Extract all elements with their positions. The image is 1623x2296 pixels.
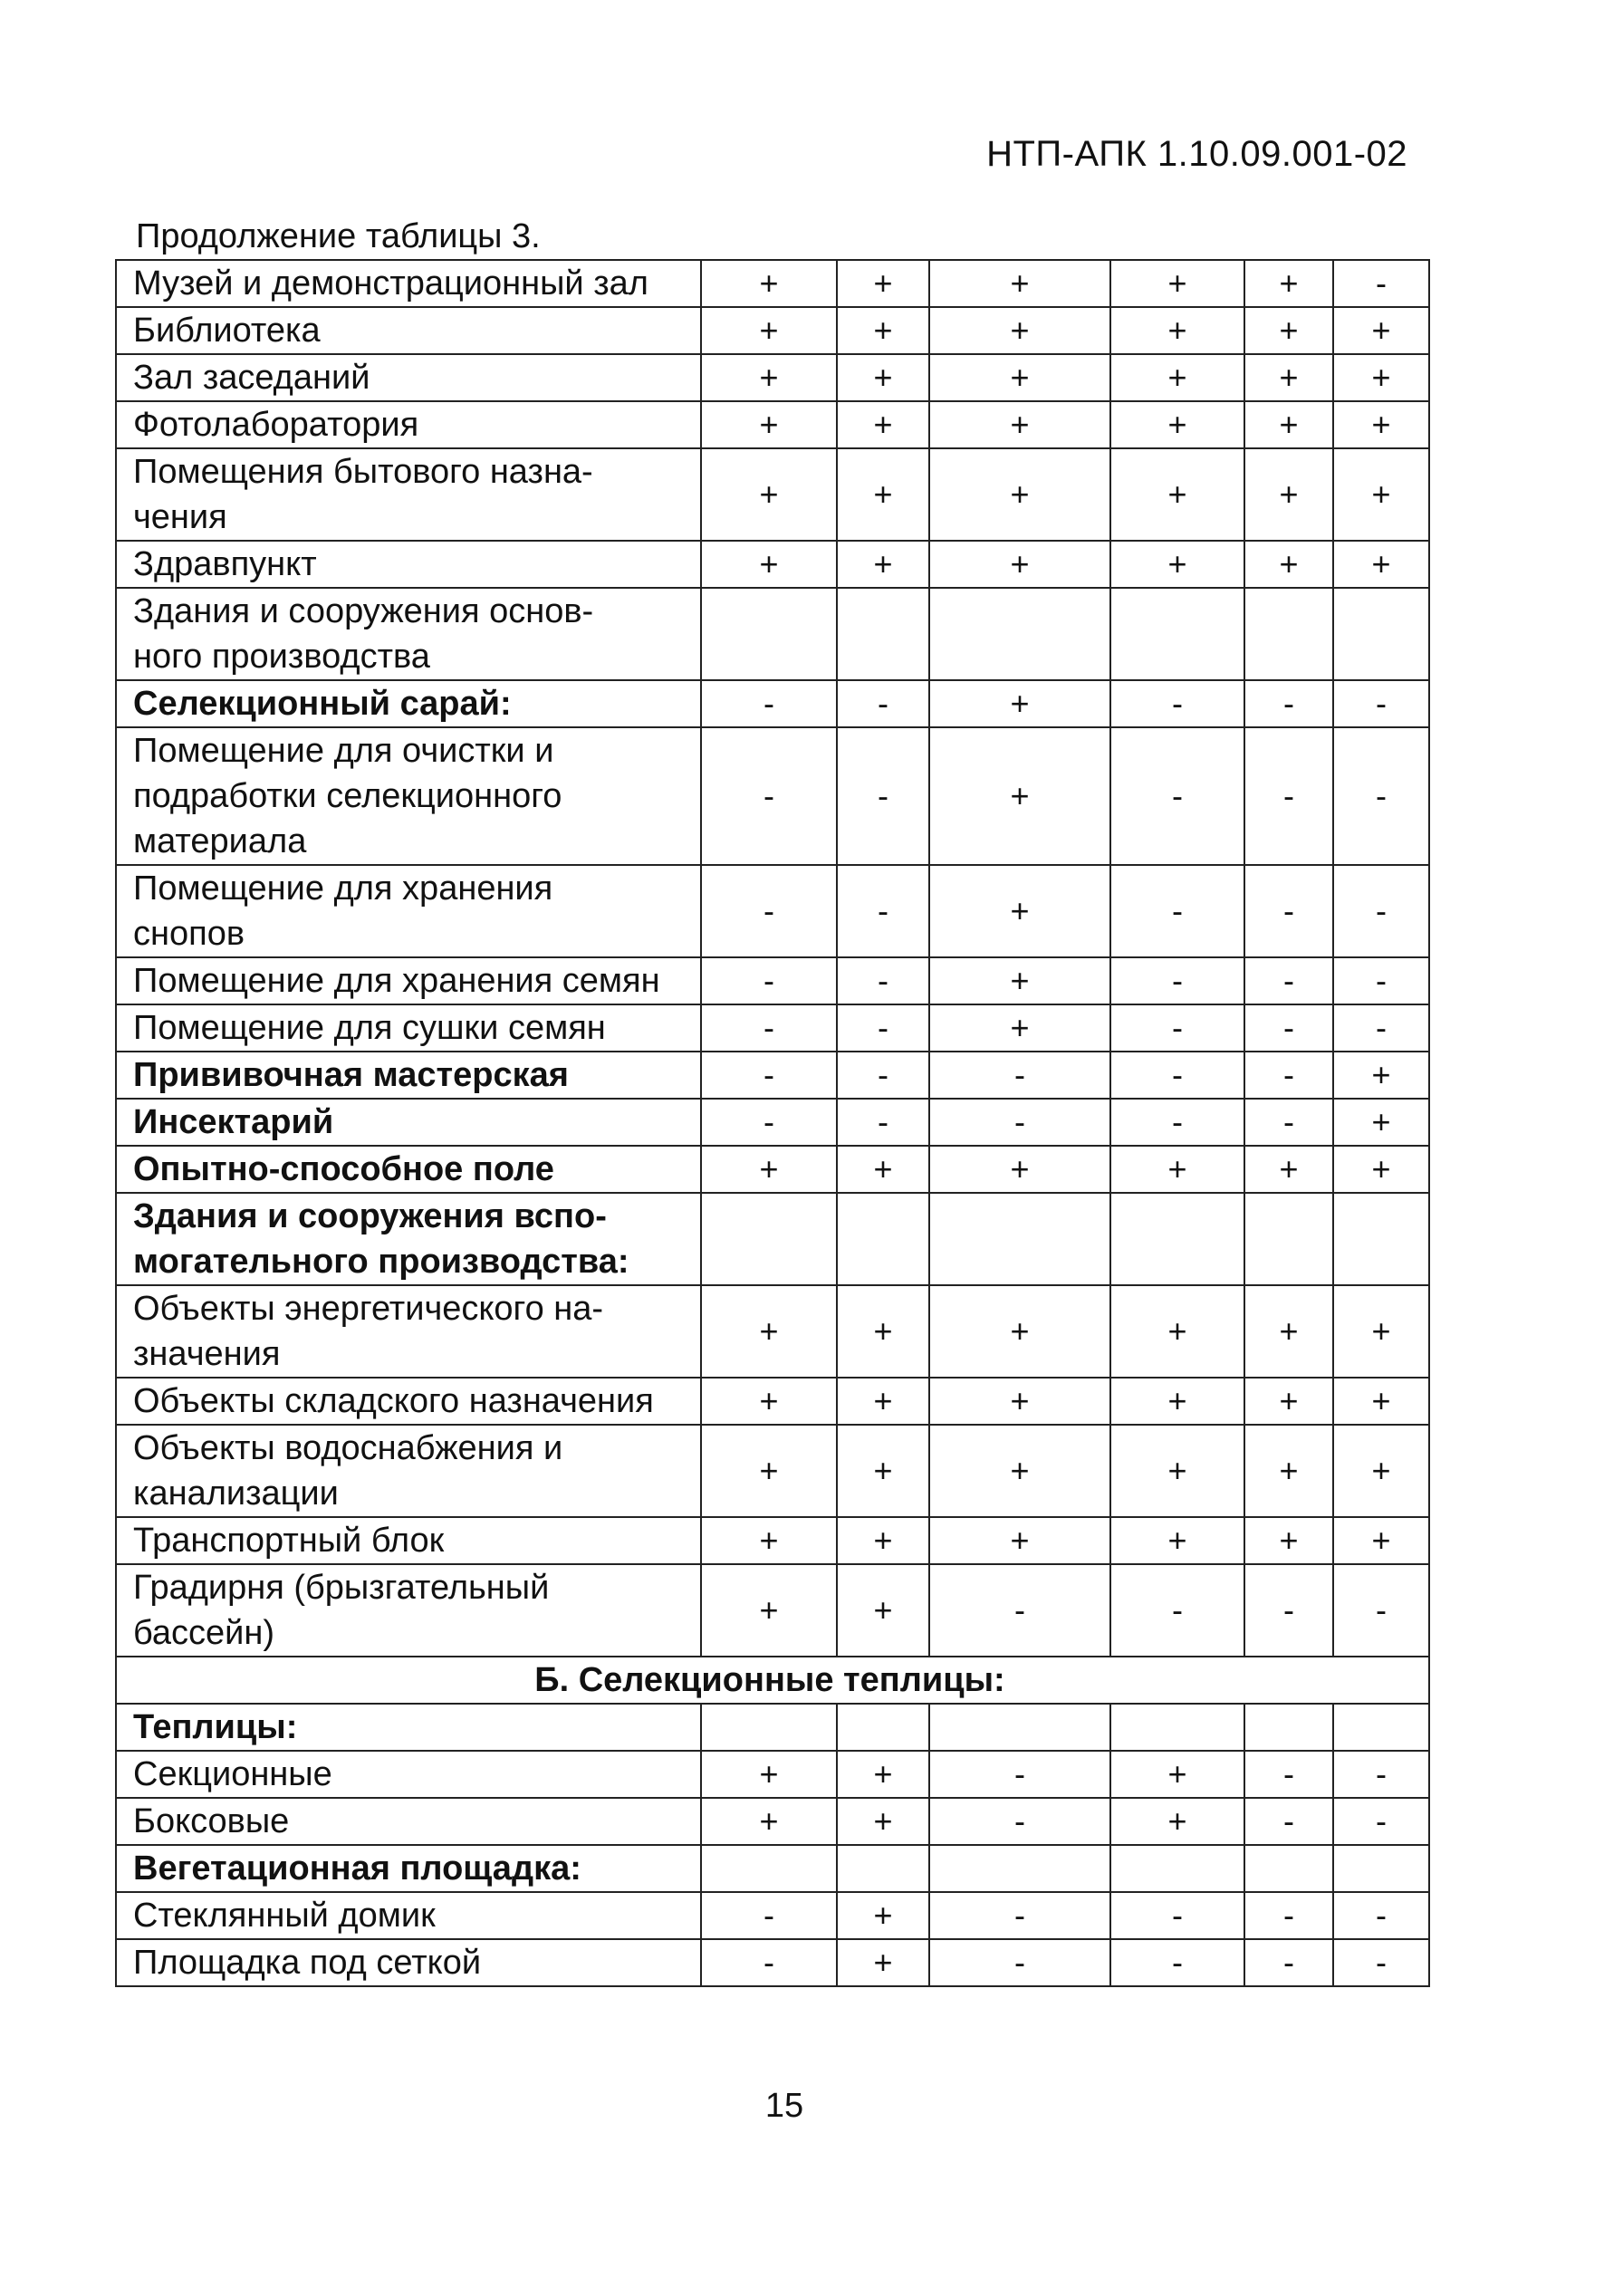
mark-cell: + — [701, 448, 837, 541]
table-row — [116, 1751, 1429, 1798]
mark-cell — [1333, 588, 1429, 680]
mark-cell — [701, 1193, 837, 1285]
row-label: Опытно-способное поле — [116, 1146, 701, 1193]
mark-cell: + — [1244, 1146, 1333, 1193]
row-label: Помещение для хранения снопов — [116, 865, 701, 957]
table-row — [116, 1099, 1429, 1146]
mark-cell: - — [1110, 727, 1244, 865]
row-label: Помещение для очистки и подработки селекционного материала — [116, 727, 701, 865]
mark-cell: - — [929, 1892, 1110, 1939]
mark-cell: + — [1333, 307, 1429, 354]
table-row — [116, 1564, 1429, 1657]
mark-cell: - — [1110, 957, 1244, 1004]
mark-cell: + — [1333, 541, 1429, 588]
row-label: Прививочная мастерская — [116, 1052, 701, 1099]
mark-cell: + — [929, 865, 1110, 957]
mark-cell: + — [1244, 448, 1333, 541]
mark-cell: - — [1244, 727, 1333, 865]
mark-cell: + — [1110, 1146, 1244, 1193]
mark-cell: + — [837, 260, 929, 307]
mark-cell: - — [929, 1939, 1110, 1986]
mark-cell: + — [837, 1285, 929, 1378]
mark-cell: + — [701, 1517, 837, 1564]
mark-cell: + — [837, 307, 929, 354]
mark-cell: - — [837, 865, 929, 957]
mark-cell: + — [837, 354, 929, 401]
mark-cell: - — [837, 727, 929, 865]
row-label: Боксовые — [116, 1798, 701, 1845]
row-label: Стеклянный домик — [116, 1892, 701, 1939]
mark-cell: - — [1244, 1892, 1333, 1939]
mark-cell: + — [1333, 1146, 1429, 1193]
mark-cell — [1244, 1193, 1333, 1285]
mark-cell: + — [929, 307, 1110, 354]
mark-cell: - — [1333, 1751, 1429, 1798]
mark-cell — [1333, 1704, 1429, 1751]
mark-cell: - — [929, 1564, 1110, 1657]
table-row — [116, 307, 1429, 354]
table-row — [116, 1004, 1429, 1052]
mark-cell: + — [929, 957, 1110, 1004]
mark-cell: - — [1333, 865, 1429, 957]
mark-cell: + — [1333, 1285, 1429, 1378]
mark-cell: + — [1110, 1285, 1244, 1378]
row-label: Здания и сооружения основ- ного производства — [116, 588, 701, 680]
mark-cell: + — [837, 1378, 929, 1425]
mark-cell: + — [929, 1378, 1110, 1425]
mark-cell: - — [837, 1052, 929, 1099]
mark-cell — [929, 588, 1110, 680]
mark-cell: - — [701, 1892, 837, 1939]
mark-cell: - — [701, 865, 837, 957]
mark-cell: - — [929, 1052, 1110, 1099]
table-row — [116, 1657, 1429, 1704]
row-label: Музей и демонстрационный зал — [116, 260, 701, 307]
table-row — [116, 354, 1429, 401]
row-label: Помещения бытового назна- чения — [116, 448, 701, 541]
mark-cell: - — [1244, 865, 1333, 957]
mark-cell: - — [701, 1004, 837, 1052]
mark-cell: - — [837, 957, 929, 1004]
mark-cell: - — [1110, 1564, 1244, 1657]
mark-cell — [701, 1845, 837, 1892]
mark-cell: - — [1244, 1751, 1333, 1798]
table-row — [116, 1425, 1429, 1517]
table-row — [116, 1845, 1429, 1892]
mark-cell: + — [1333, 1378, 1429, 1425]
mark-cell: + — [929, 1004, 1110, 1052]
row-label: Здравпункт — [116, 541, 701, 588]
mark-cell: + — [701, 354, 837, 401]
row-label: Секционные — [116, 1751, 701, 1798]
mark-cell: - — [701, 1099, 837, 1146]
mark-cell: + — [701, 401, 837, 448]
mark-cell: + — [1244, 354, 1333, 401]
mark-cell: + — [1110, 1751, 1244, 1798]
mark-cell: + — [837, 401, 929, 448]
row-label: Фотолаборатория — [116, 401, 701, 448]
mark-cell: - — [1244, 1939, 1333, 1986]
mark-cell: - — [837, 1004, 929, 1052]
mark-cell: - — [1333, 957, 1429, 1004]
mark-cell — [1244, 1704, 1333, 1751]
table-row — [116, 588, 1429, 680]
row-label: Градирня (брызгательный бассейн) — [116, 1564, 701, 1657]
mark-cell: - — [1244, 1004, 1333, 1052]
mark-cell: + — [1333, 1517, 1429, 1564]
mark-cell: + — [837, 1517, 929, 1564]
table-row — [116, 401, 1429, 448]
mark-cell: + — [1244, 260, 1333, 307]
mark-cell: - — [1244, 1052, 1333, 1099]
mark-cell — [929, 1193, 1110, 1285]
row-label: Транспортный блок — [116, 1517, 701, 1564]
row-label: Площадка под сеткой — [116, 1939, 701, 1986]
mark-cell: + — [929, 541, 1110, 588]
row-label: Помещение для хранения семян — [116, 957, 701, 1004]
mark-cell — [837, 588, 929, 680]
mark-cell: - — [929, 1099, 1110, 1146]
row-label: Зал заседаний — [116, 354, 701, 401]
table-row — [116, 1798, 1429, 1845]
mark-cell: - — [1244, 680, 1333, 727]
mark-cell: + — [1110, 354, 1244, 401]
mark-cell: - — [701, 727, 837, 865]
section-heading: Б. Селекционные теплицы: — [116, 1657, 1429, 1704]
mark-cell: - — [1333, 1939, 1429, 1986]
row-label: Теплицы: — [116, 1704, 701, 1751]
table-row — [116, 1939, 1429, 1986]
mark-cell — [1110, 1193, 1244, 1285]
mark-cell: + — [837, 1751, 929, 1798]
mark-cell: + — [1110, 1798, 1244, 1845]
mark-cell: + — [837, 1939, 929, 1986]
mark-cell: - — [1333, 1004, 1429, 1052]
mark-cell: - — [701, 1939, 837, 1986]
mark-cell — [701, 1704, 837, 1751]
mark-cell — [1110, 1845, 1244, 1892]
mark-cell: - — [1333, 1564, 1429, 1657]
row-label: Объекты энергетического на- значения — [116, 1285, 701, 1378]
table-row — [116, 260, 1429, 307]
mark-cell: + — [1333, 448, 1429, 541]
table-row — [116, 727, 1429, 865]
row-label: Здания и сооружения вспо- могательного производства: — [116, 1193, 701, 1285]
mark-cell: - — [1110, 680, 1244, 727]
mark-cell: - — [837, 680, 929, 727]
mark-cell — [1244, 1845, 1333, 1892]
mark-cell: - — [1110, 1052, 1244, 1099]
table-row — [116, 1704, 1429, 1751]
table-row — [116, 1517, 1429, 1564]
table-row — [116, 865, 1429, 957]
row-label: Помещение для сушки семян — [116, 1004, 701, 1052]
requirements-table — [115, 259, 1430, 1987]
row-label: Вегетационная площадка: — [116, 1845, 701, 1892]
mark-cell — [837, 1704, 929, 1751]
mark-cell — [1110, 588, 1244, 680]
mark-cell: - — [1244, 1798, 1333, 1845]
mark-cell — [701, 588, 837, 680]
row-label: Библиотека — [116, 307, 701, 354]
mark-cell: - — [1333, 680, 1429, 727]
mark-cell: + — [1244, 1378, 1333, 1425]
mark-cell: + — [1110, 307, 1244, 354]
mark-cell: - — [1333, 727, 1429, 865]
table-row — [116, 1052, 1429, 1099]
table-row — [116, 1378, 1429, 1425]
mark-cell: - — [929, 1798, 1110, 1845]
mark-cell: + — [1244, 1425, 1333, 1517]
mark-cell: + — [1333, 1425, 1429, 1517]
mark-cell: + — [929, 680, 1110, 727]
table-caption: Продолжение таблицы 3. — [136, 217, 541, 255]
mark-cell — [1244, 588, 1333, 680]
mark-cell: + — [1244, 1285, 1333, 1378]
mark-cell — [1110, 1704, 1244, 1751]
mark-cell: + — [701, 1425, 837, 1517]
row-label: Инсектарий — [116, 1099, 701, 1146]
mark-cell: + — [1110, 448, 1244, 541]
mark-cell: + — [837, 448, 929, 541]
mark-cell: - — [1110, 1892, 1244, 1939]
document-code: НТП-АПК 1.10.09.001-02 — [986, 134, 1407, 174]
mark-cell: + — [1244, 1517, 1333, 1564]
mark-cell: + — [701, 541, 837, 588]
mark-cell: + — [837, 1564, 929, 1657]
mark-cell: - — [1244, 957, 1333, 1004]
mark-cell: + — [929, 354, 1110, 401]
mark-cell: + — [701, 1285, 837, 1378]
row-label: Объекты складского назначения — [116, 1378, 701, 1425]
mark-cell: - — [701, 1052, 837, 1099]
mark-cell: - — [929, 1751, 1110, 1798]
mark-cell — [837, 1845, 929, 1892]
mark-cell: + — [837, 1798, 929, 1845]
mark-cell: + — [1244, 541, 1333, 588]
mark-cell: + — [929, 1517, 1110, 1564]
mark-cell: - — [701, 680, 837, 727]
mark-cell: + — [929, 448, 1110, 541]
mark-cell: + — [701, 1146, 837, 1193]
table-row — [116, 448, 1429, 541]
page-number: 15 — [764, 2087, 804, 2125]
mark-cell: - — [1110, 1004, 1244, 1052]
mark-cell: + — [837, 1892, 929, 1939]
mark-cell: + — [929, 260, 1110, 307]
mark-cell: + — [701, 307, 837, 354]
mark-cell: + — [1333, 354, 1429, 401]
mark-cell: - — [1244, 1564, 1333, 1657]
table-row — [116, 541, 1429, 588]
mark-cell: + — [837, 541, 929, 588]
mark-cell: - — [1110, 1099, 1244, 1146]
mark-cell: + — [1110, 1378, 1244, 1425]
mark-cell: + — [1110, 541, 1244, 588]
mark-cell: + — [929, 1146, 1110, 1193]
mark-cell — [1333, 1845, 1429, 1892]
mark-cell: + — [701, 1798, 837, 1845]
mark-cell — [837, 1193, 929, 1285]
mark-cell: + — [701, 1751, 837, 1798]
mark-cell: + — [1333, 1052, 1429, 1099]
mark-cell: + — [929, 1425, 1110, 1517]
mark-cell: + — [929, 727, 1110, 865]
table-row — [116, 1892, 1429, 1939]
row-label: Объекты водоснабжения и канализации — [116, 1425, 701, 1517]
mark-cell: - — [1333, 1892, 1429, 1939]
table-row — [116, 1146, 1429, 1193]
table-row — [116, 680, 1429, 727]
mark-cell: - — [1333, 1798, 1429, 1845]
mark-cell: - — [1110, 1939, 1244, 1986]
mark-cell — [1333, 1193, 1429, 1285]
mark-cell: + — [929, 401, 1110, 448]
table-row — [116, 1193, 1429, 1285]
mark-cell: + — [1110, 260, 1244, 307]
mark-cell: + — [1244, 401, 1333, 448]
mark-cell: + — [701, 260, 837, 307]
mark-cell: - — [1244, 1099, 1333, 1146]
mark-cell: + — [837, 1146, 929, 1193]
mark-cell: + — [1110, 1425, 1244, 1517]
mark-cell: - — [1110, 865, 1244, 957]
mark-cell: + — [1333, 401, 1429, 448]
mark-cell: - — [837, 1099, 929, 1146]
table-row — [116, 957, 1429, 1004]
mark-cell: + — [1244, 307, 1333, 354]
mark-cell: - — [701, 957, 837, 1004]
mark-cell — [929, 1704, 1110, 1751]
mark-cell — [929, 1845, 1110, 1892]
table-row — [116, 1285, 1429, 1378]
mark-cell: + — [1110, 1517, 1244, 1564]
mark-cell: + — [837, 1425, 929, 1517]
mark-cell: + — [701, 1564, 837, 1657]
mark-cell: + — [701, 1378, 837, 1425]
mark-cell: + — [1333, 1099, 1429, 1146]
mark-cell: + — [1110, 401, 1244, 448]
mark-cell: - — [1333, 260, 1429, 307]
row-label: Селекционный сарай: — [116, 680, 701, 727]
mark-cell: + — [929, 1285, 1110, 1378]
